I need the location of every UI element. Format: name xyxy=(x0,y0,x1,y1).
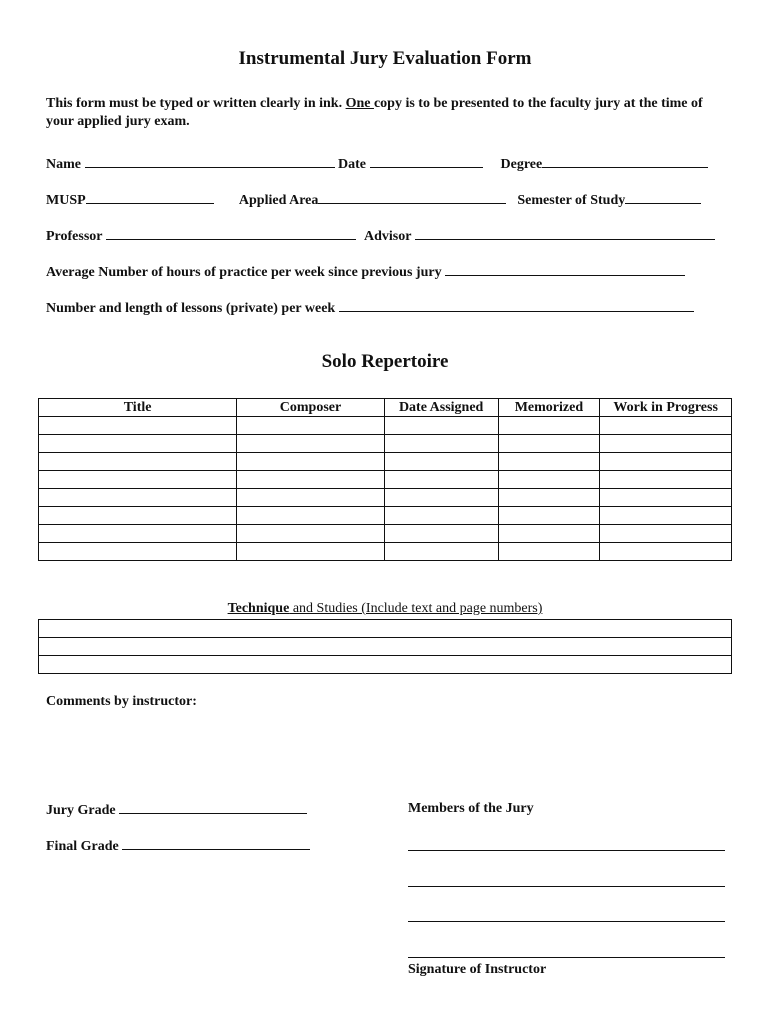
lessons-label: Number and length of lessons (private) per week xyxy=(46,301,336,316)
col-memorized: Memorized xyxy=(498,399,600,417)
table-row xyxy=(39,453,732,471)
form-instructions xyxy=(46,95,726,131)
row-name-date-degree xyxy=(46,155,708,173)
solo-repertoire-title: Solo Repertoire xyxy=(321,351,449,372)
table-row xyxy=(39,656,732,674)
semester-label: Semester of Study xyxy=(517,193,626,208)
lessons-field[interactable] xyxy=(339,299,694,312)
name-field[interactable] xyxy=(85,155,335,168)
final-grade-field[interactable] xyxy=(122,837,310,850)
intro-underlined: One xyxy=(345,96,374,111)
row-final-grade xyxy=(46,837,310,855)
col-date-assigned: Date Assigned xyxy=(384,399,498,417)
table-row xyxy=(39,489,732,507)
avg-practice-field[interactable] xyxy=(445,263,685,276)
jury-member-line-1[interactable] xyxy=(408,850,725,851)
jury-grade-label: Jury Grade xyxy=(46,803,116,818)
date-label: Date xyxy=(338,157,366,172)
technique-label xyxy=(38,601,732,617)
intro-text-2: copy is to be presented to the faculty jury at the time of your applied jury exam. xyxy=(46,96,703,129)
applied-area-field[interactable] xyxy=(318,191,506,204)
row-professor-advisor xyxy=(46,227,715,245)
table-row xyxy=(39,507,732,525)
jury-grade-field[interactable] xyxy=(119,801,307,814)
table-row xyxy=(39,471,732,489)
name-label: Name xyxy=(46,157,81,172)
musp-label: MUSP xyxy=(46,193,86,208)
table-row xyxy=(39,435,732,453)
musp-field[interactable] xyxy=(86,191,214,204)
row-avg-practice xyxy=(46,263,685,281)
advisor-field[interactable] xyxy=(415,227,715,240)
professor-field[interactable] xyxy=(106,227,356,240)
semester-field[interactable] xyxy=(625,191,701,204)
jury-member-line-3[interactable] xyxy=(408,921,725,922)
advisor-label: Advisor xyxy=(363,229,412,244)
row-musp-area-semester xyxy=(46,191,701,209)
table-row xyxy=(39,638,732,656)
signature-of-instructor-label: Signature of Instructor xyxy=(408,962,547,977)
professor-label: Professor xyxy=(46,229,103,244)
jury-members-label: Members of the Jury xyxy=(408,801,534,816)
final-grade-label: Final Grade xyxy=(46,839,119,854)
technique-label-bold: Technique xyxy=(227,601,290,616)
table-row xyxy=(39,620,732,638)
jury-member-line-2[interactable] xyxy=(408,886,725,887)
technique-table xyxy=(38,619,732,674)
date-field[interactable] xyxy=(370,155,483,168)
technique-label-rest: and Studies (Include text and page numbers) xyxy=(289,601,543,616)
comments-label: Comments by instructor: xyxy=(46,694,197,709)
degree-field[interactable] xyxy=(542,155,708,168)
col-composer: Composer xyxy=(237,399,385,417)
intro-text-1: This form must be typed or written clearly in ink. xyxy=(46,96,346,111)
instructor-signature-line[interactable] xyxy=(408,957,725,958)
avg-practice-label: Average Number of hours of practice per week since previous jury xyxy=(46,265,442,280)
col-work-in-progress: Work in Progress xyxy=(600,399,732,417)
row-jury-grade xyxy=(46,801,307,819)
solo-repertoire-table xyxy=(38,398,732,561)
applied-area-label: Applied Area xyxy=(238,193,319,208)
row-lessons xyxy=(46,299,694,317)
table-row xyxy=(39,543,732,561)
form-title: Instrumental Jury Evaluation Form xyxy=(238,48,532,69)
table-row xyxy=(39,525,732,543)
col-title: Title xyxy=(39,399,237,417)
table-header-row xyxy=(39,399,732,417)
table-row xyxy=(39,417,732,435)
degree-label: Degree xyxy=(500,157,543,172)
